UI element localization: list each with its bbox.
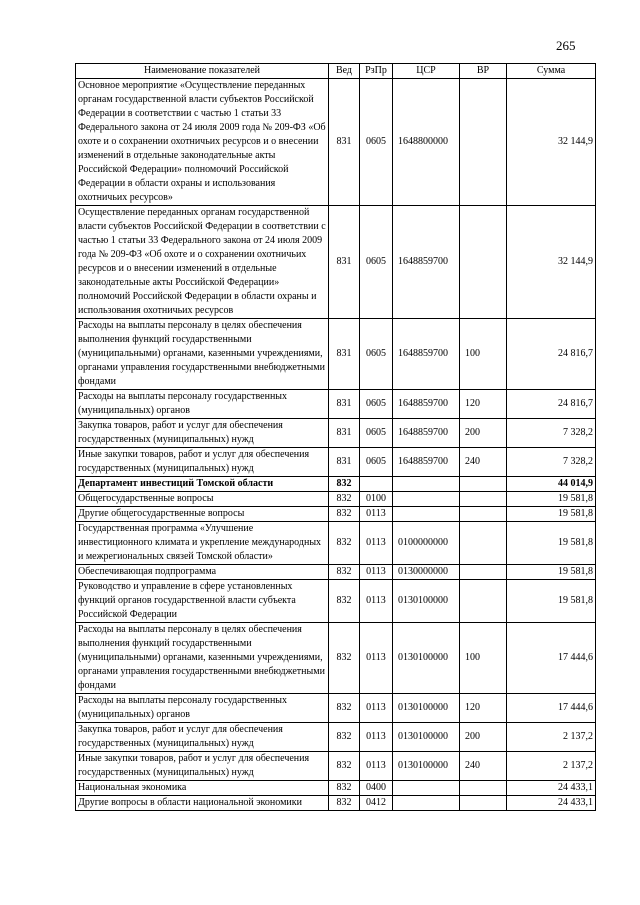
table-row xyxy=(76,492,596,507)
cell-sum: 2 137,2 xyxy=(507,752,596,781)
cell-ved: 832 xyxy=(329,565,360,580)
cell-sum: 19 581,8 xyxy=(507,507,596,522)
cell-rzpr: 0113 xyxy=(360,580,393,623)
cell-ved: 831 xyxy=(329,319,360,390)
cell-name: Расходы на выплаты персоналу государственных (муниципальных) органов xyxy=(76,694,329,723)
cell-vr xyxy=(460,206,507,319)
table-row xyxy=(76,448,596,477)
cell-ved: 832 xyxy=(329,522,360,565)
cell-ved: 832 xyxy=(329,694,360,723)
cell-csr: 0130000000 xyxy=(393,565,460,580)
cell-ved: 832 xyxy=(329,781,360,796)
cell-sum: 24 816,7 xyxy=(507,319,596,390)
table-row xyxy=(76,580,596,623)
cell-name: Другие общегосударственные вопросы xyxy=(76,507,329,522)
cell-csr: 0100000000 xyxy=(393,522,460,565)
cell-csr xyxy=(393,492,460,507)
cell-csr: 1648859700 xyxy=(393,206,460,319)
cell-vr xyxy=(460,580,507,623)
cell-name: Обеспечивающая подпрограмма xyxy=(76,565,329,580)
cell-name: Руководство и управление в сфере установленных функций органов государственной власти субъекта Российской Федерации xyxy=(76,580,329,623)
cell-sum: 19 581,8 xyxy=(507,492,596,507)
header-name: Наименование показателей xyxy=(76,64,329,79)
cell-ved: 832 xyxy=(329,796,360,811)
cell-rzpr: 0113 xyxy=(360,723,393,752)
cell-csr: 1648859700 xyxy=(393,448,460,477)
cell-name: Осуществление переданных органам государственной власти субъектов Российской Федерации в соответствии с частью 1 статьи 33 Федерального закона от 24 июля 2009 года № 209-ФЗ «Об охоте и о сохранении охотничьих ресурсов и о внесении изменений в отдельные законодательные акты Российской Федерации» полномочий Российской Федерации в области охраны и использования охотничьих ресурсов xyxy=(76,206,329,319)
cell-ved: 832 xyxy=(329,752,360,781)
cell-vr xyxy=(460,477,507,492)
table-row xyxy=(76,723,596,752)
cell-ved: 831 xyxy=(329,390,360,419)
header-ved: Вед xyxy=(329,64,360,79)
table-row xyxy=(76,623,596,694)
cell-rzpr: 0100 xyxy=(360,492,393,507)
cell-csr xyxy=(393,507,460,522)
cell-name: Иные закупки товаров, работ и услуг для обеспечения государственных (муниципальных) нужд xyxy=(76,448,329,477)
cell-rzpr: 0113 xyxy=(360,623,393,694)
cell-vr xyxy=(460,492,507,507)
cell-vr: 120 xyxy=(460,390,507,419)
cell-name: Государственная программа «Улучшение инвестиционного климата и укрепление международных и межрегиональных связей Томской области» xyxy=(76,522,329,565)
cell-csr: 0130100000 xyxy=(393,580,460,623)
table-row xyxy=(76,565,596,580)
cell-vr: 100 xyxy=(460,623,507,694)
table-row xyxy=(76,206,596,319)
header-rzpr: РзПр xyxy=(360,64,393,79)
header-vr: ВР xyxy=(460,64,507,79)
cell-rzpr: 0412 xyxy=(360,796,393,811)
cell-name: Иные закупки товаров, работ и услуг для обеспечения государственных (муниципальных) нужд xyxy=(76,752,329,781)
cell-csr: 0130100000 xyxy=(393,752,460,781)
cell-vr xyxy=(460,522,507,565)
cell-sum: 19 581,8 xyxy=(507,522,596,565)
cell-rzpr: 0605 xyxy=(360,206,393,319)
cell-vr: 240 xyxy=(460,448,507,477)
cell-vr xyxy=(460,796,507,811)
cell-vr xyxy=(460,79,507,206)
cell-csr: 0130100000 xyxy=(393,723,460,752)
cell-vr: 200 xyxy=(460,723,507,752)
cell-rzpr: 0113 xyxy=(360,752,393,781)
cell-sum: 44 014,9 xyxy=(507,477,596,492)
cell-rzpr: 0113 xyxy=(360,565,393,580)
cell-csr xyxy=(393,781,460,796)
cell-vr: 240 xyxy=(460,752,507,781)
table-row xyxy=(76,507,596,522)
cell-name: Департамент инвестиций Томской области xyxy=(76,477,329,492)
cell-vr xyxy=(460,565,507,580)
cell-rzpr: 0400 xyxy=(360,781,393,796)
table-row xyxy=(76,419,596,448)
cell-sum: 32 144,9 xyxy=(507,79,596,206)
cell-csr: 0130100000 xyxy=(393,623,460,694)
cell-name: Общегосударственные вопросы xyxy=(76,492,329,507)
cell-name: Национальная экономика xyxy=(76,781,329,796)
cell-name: Другие вопросы в области национальной экономики xyxy=(76,796,329,811)
cell-csr: 1648800000 xyxy=(393,79,460,206)
header-sum: Сумма xyxy=(507,64,596,79)
cell-rzpr: 0605 xyxy=(360,319,393,390)
cell-sum: 17 444,6 xyxy=(507,623,596,694)
cell-vr xyxy=(460,781,507,796)
cell-csr: 1648859700 xyxy=(393,319,460,390)
cell-vr: 100 xyxy=(460,319,507,390)
cell-ved: 831 xyxy=(329,448,360,477)
table-row xyxy=(76,477,596,492)
cell-sum: 24 433,1 xyxy=(507,796,596,811)
cell-rzpr: 0605 xyxy=(360,448,393,477)
cell-name: Закупка товаров, работ и услуг для обеспечения государственных (муниципальных) нужд xyxy=(76,419,329,448)
cell-ved: 831 xyxy=(329,206,360,319)
cell-rzpr: 0605 xyxy=(360,390,393,419)
cell-sum: 7 328,2 xyxy=(507,419,596,448)
cell-csr: 1648859700 xyxy=(393,390,460,419)
cell-rzpr: 0605 xyxy=(360,419,393,448)
table-header-row xyxy=(76,64,596,79)
cell-ved: 832 xyxy=(329,477,360,492)
cell-csr: 1648859700 xyxy=(393,419,460,448)
cell-sum: 19 581,8 xyxy=(507,580,596,623)
table-row xyxy=(76,79,596,206)
cell-sum: 19 581,8 xyxy=(507,565,596,580)
cell-sum: 24 816,7 xyxy=(507,390,596,419)
header-csr: ЦСР xyxy=(393,64,460,79)
cell-sum: 7 328,2 xyxy=(507,448,596,477)
cell-rzpr xyxy=(360,477,393,492)
cell-vr xyxy=(460,507,507,522)
cell-sum: 17 444,6 xyxy=(507,694,596,723)
table-row xyxy=(76,390,596,419)
cell-name: Основное мероприятие «Осуществление переданных органам государственной власти субъектов Российской Федерации в соответствии с частью 1 статьи 33 Федерального закона от 24 июля 2009 года № 209-ФЗ «Об охоте и о сохранении охотничьих ресурсов и о внесении изменений в отдельные законодательные акты Российской Федерации» полномочий Российской Федерации в области охраны и использования охотничьих ресурсов» xyxy=(76,79,329,206)
budget-table xyxy=(75,63,596,811)
cell-vr: 200 xyxy=(460,419,507,448)
cell-name: Расходы на выплаты персоналу в целях обеспечения выполнения функций государственными (муниципальными) органами, казенными учреждениями, органами управления государственными внебюджетными фондами xyxy=(76,319,329,390)
cell-rzpr: 0113 xyxy=(360,694,393,723)
cell-sum: 2 137,2 xyxy=(507,723,596,752)
cell-ved: 832 xyxy=(329,623,360,694)
cell-name: Закупка товаров, работ и услуг для обеспечения государственных (муниципальных) нужд xyxy=(76,723,329,752)
cell-sum: 24 433,1 xyxy=(507,781,596,796)
cell-ved: 832 xyxy=(329,492,360,507)
cell-ved: 832 xyxy=(329,507,360,522)
table-row xyxy=(76,522,596,565)
cell-name: Расходы на выплаты персоналу в целях обеспечения выполнения функций государственными (муниципальными) органами, казенными учреждениями, органами управления государственными внебюджетными фондами xyxy=(76,623,329,694)
table-row xyxy=(76,319,596,390)
cell-ved: 832 xyxy=(329,580,360,623)
cell-sum: 32 144,9 xyxy=(507,206,596,319)
table-row xyxy=(76,796,596,811)
cell-name: Расходы на выплаты персоналу государственных (муниципальных) органов xyxy=(76,390,329,419)
cell-csr xyxy=(393,477,460,492)
cell-ved: 832 xyxy=(329,723,360,752)
cell-csr: 0130100000 xyxy=(393,694,460,723)
table-row xyxy=(76,781,596,796)
page-number: 265 xyxy=(556,38,576,53)
table-row xyxy=(76,752,596,781)
cell-rzpr: 0113 xyxy=(360,522,393,565)
cell-ved: 831 xyxy=(329,419,360,448)
cell-vr: 120 xyxy=(460,694,507,723)
cell-ved: 831 xyxy=(329,79,360,206)
cell-csr xyxy=(393,796,460,811)
cell-rzpr: 0113 xyxy=(360,507,393,522)
table-row xyxy=(76,694,596,723)
cell-rzpr: 0605 xyxy=(360,79,393,206)
